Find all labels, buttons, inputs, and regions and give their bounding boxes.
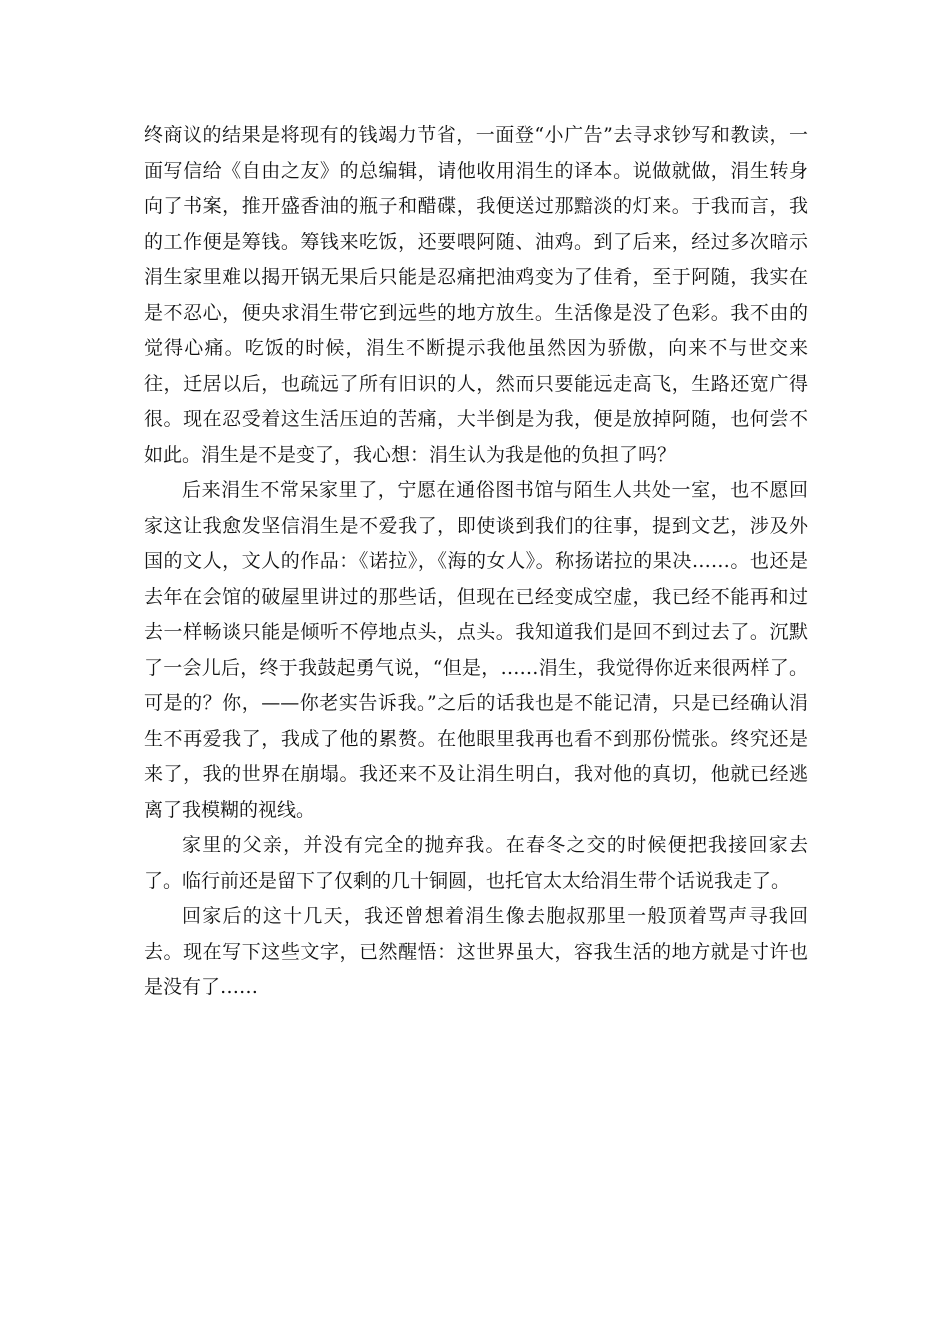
paragraph-continued: 终商议的结果是将现有的钱竭力节省，一面登“小广告”去寻求钞写和教读，一面写信给《自由之友》的总编辑，请他收用涓生的译本。说做就做，涓生转身向了书案，推开盛香油的瓶子和醋碟，我便送过那黯淡的灯来。于我而言，我的工作便是筹钱。筹钱来吃饭，还要喂阿随、油鸡。到了后来，经过多次暗示涓生家里难以揭开锅无果后只能是忍痛把油鸡变为了佳肴，至于阿随，我实在是不忍心，便央求涓生带它到远些的地方放生。生活像是没了色彩。我不由的觉得心痛。吃饭的时候，涓生不断提示我他虽然因为骄傲，向来不与世交来往，迁居以后，也疏远了所有旧识的人，然而只要能远走高飞，生路还宽广得很。现在忍受着这生活压迫的苦痛，大半倒是为我，便是放掉阿随，也何尝不如此。涓生是不是变了，我心想：涓生认为我是他的负担了吗？: [144, 124, 808, 466]
paragraph: 家里的父亲，并没有完全的抛弃我。在春冬之交的时候便把我接回家去了。临行前还是留下了仅剩的几十铜圆，也托官太太给涓生带个话说我走了。: [144, 834, 808, 892]
body-text: [144, 118, 808, 1006]
paragraph: 回家后的这十几天，我还曾想着涓生像去胞叔那里一般顶着骂声寻我回去。现在写下这些文字，已然醒悟：这世界虽大，容我生活的地方就是寸许也是没有了……: [144, 905, 808, 998]
paragraph: 后来涓生不常呆家里了，宁愿在通俗图书馆与陌生人共处一室，也不愿回家这让我愈发坚信涓生是不爱我了，即使谈到我们的往事，提到文艺，涉及外国的文人，文人的作品：《诺拉》，《海的女人》。称扬诺拉的果决……。也还是去年在会馆的破屋里讲过的那些话，但现在已经变成空虚，我已经不能再和过去一样畅谈只能是倾听不停地点头，点头。我知道我们是回不到过去了。沉默了一会儿后，终于我鼓起勇气说，“但是，……涓生，我觉得你近来很两样了。可是的？你，——你老实告诉我。”之后的话我也是不能记清，只是已经确认涓生不再爱我了，我成了他的累赘。在他眼里我再也看不到那份慌张。终究还是来了，我的世界在崩塌。我还来不及让涓生明白，我对他的真切，他就已经逃离了我模糊的视线。: [144, 479, 808, 821]
